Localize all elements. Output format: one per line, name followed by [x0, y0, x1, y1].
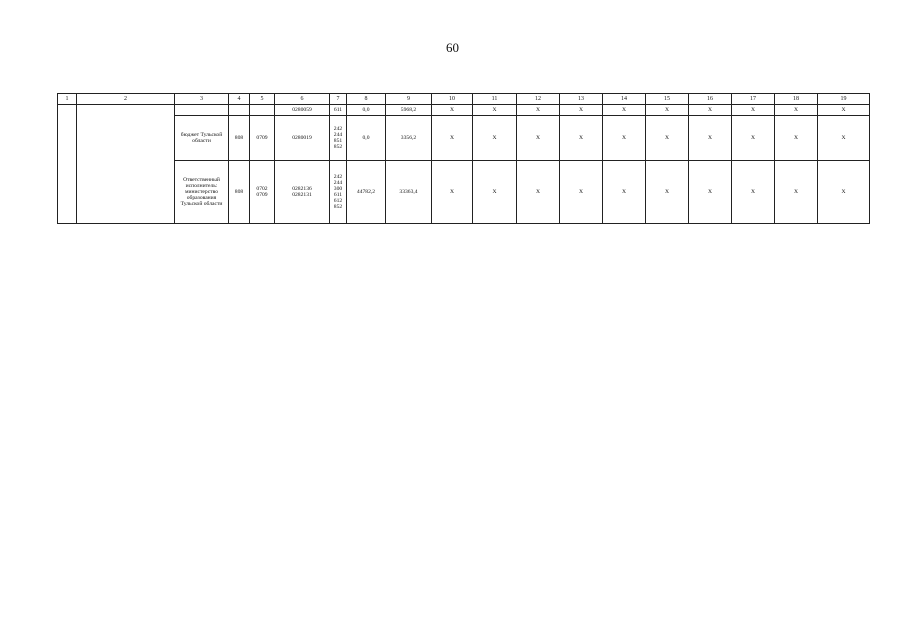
- table-cell: X: [517, 105, 560, 116]
- table-row: [58, 116, 870, 161]
- table-cell: X: [732, 116, 775, 161]
- table-row: [58, 105, 870, 116]
- table-cell: X: [775, 116, 818, 161]
- table-cell: [250, 105, 275, 116]
- column-number: 10: [432, 94, 473, 105]
- table-cell: X: [818, 105, 870, 116]
- table-cell: 0702 0709: [250, 161, 275, 224]
- row-number-cell: [58, 105, 77, 224]
- table-cell: X: [432, 105, 473, 116]
- column-number: 7: [330, 94, 347, 105]
- table-cell: X: [517, 161, 560, 224]
- table-cell: X: [689, 161, 732, 224]
- column-number: 9: [386, 94, 432, 105]
- table-cell: 3356,2: [386, 116, 432, 161]
- column-number: 5: [250, 94, 275, 105]
- table-cell: X: [603, 116, 646, 161]
- column-number: 15: [646, 94, 689, 105]
- column-number: 17: [732, 94, 775, 105]
- table-cell: 0282136 0282131: [275, 161, 330, 224]
- table-cell: X: [818, 116, 870, 161]
- table-cell: 611: [330, 105, 347, 116]
- column-number: 14: [603, 94, 646, 105]
- table-cell: [229, 105, 250, 116]
- column-number: 16: [689, 94, 732, 105]
- table-cell: 0,0: [347, 105, 386, 116]
- table-cell: X: [775, 105, 818, 116]
- table-cell: 242 244 300 611 612 852: [330, 161, 347, 224]
- table-cell: X: [473, 161, 517, 224]
- column-number: 19: [818, 94, 870, 105]
- table-cell: X: [603, 161, 646, 224]
- table-cell: Ответственный исполнитель: министерство образования Тульской области: [175, 161, 229, 224]
- table-cell: 0280059: [275, 105, 330, 116]
- page-number: 60: [446, 40, 459, 55]
- table-cell: 5968,2: [386, 105, 432, 116]
- table-cell: X: [560, 116, 603, 161]
- table-cell: X: [473, 116, 517, 161]
- table-cell: X: [646, 116, 689, 161]
- table-cell: 0,0: [347, 116, 386, 161]
- table-cell: 808: [229, 161, 250, 224]
- table-cell: X: [432, 161, 473, 224]
- table-cell: X: [689, 116, 732, 161]
- column-number: 18: [775, 94, 818, 105]
- column-number: 13: [560, 94, 603, 105]
- budget-table: [57, 93, 870, 224]
- table-cell: X: [560, 161, 603, 224]
- table-cell: [175, 105, 229, 116]
- column-number: 11: [473, 94, 517, 105]
- column-number: 6: [275, 94, 330, 105]
- table-row: [58, 161, 870, 224]
- column-number: 3: [175, 94, 229, 105]
- table-cell: X: [432, 116, 473, 161]
- column-number: 4: [229, 94, 250, 105]
- column-number: 1: [58, 94, 77, 105]
- table-cell: 808: [229, 116, 250, 161]
- column-number: 8: [347, 94, 386, 105]
- table-cell: 0280019: [275, 116, 330, 161]
- table-cell: X: [603, 105, 646, 116]
- table-cell: 33363,4: [386, 161, 432, 224]
- table-cell: 242 244 851 852: [330, 116, 347, 161]
- table-cell: X: [473, 105, 517, 116]
- table-cell: X: [732, 161, 775, 224]
- table-cell: X: [517, 116, 560, 161]
- table-cell: X: [689, 105, 732, 116]
- column-number: 12: [517, 94, 560, 105]
- column-number-row: [58, 94, 870, 105]
- table-cell: [77, 105, 175, 224]
- table-cell: 44782,2: [347, 161, 386, 224]
- table-cell: 0709: [250, 116, 275, 161]
- table-cell: X: [732, 105, 775, 116]
- column-number: 2: [77, 94, 175, 105]
- table-cell: X: [560, 105, 603, 116]
- table-cell: X: [818, 161, 870, 224]
- table-cell: X: [646, 161, 689, 224]
- table-cell: X: [775, 161, 818, 224]
- table-cell: X: [646, 105, 689, 116]
- table-cell: бюджет Тульской области: [175, 116, 229, 161]
